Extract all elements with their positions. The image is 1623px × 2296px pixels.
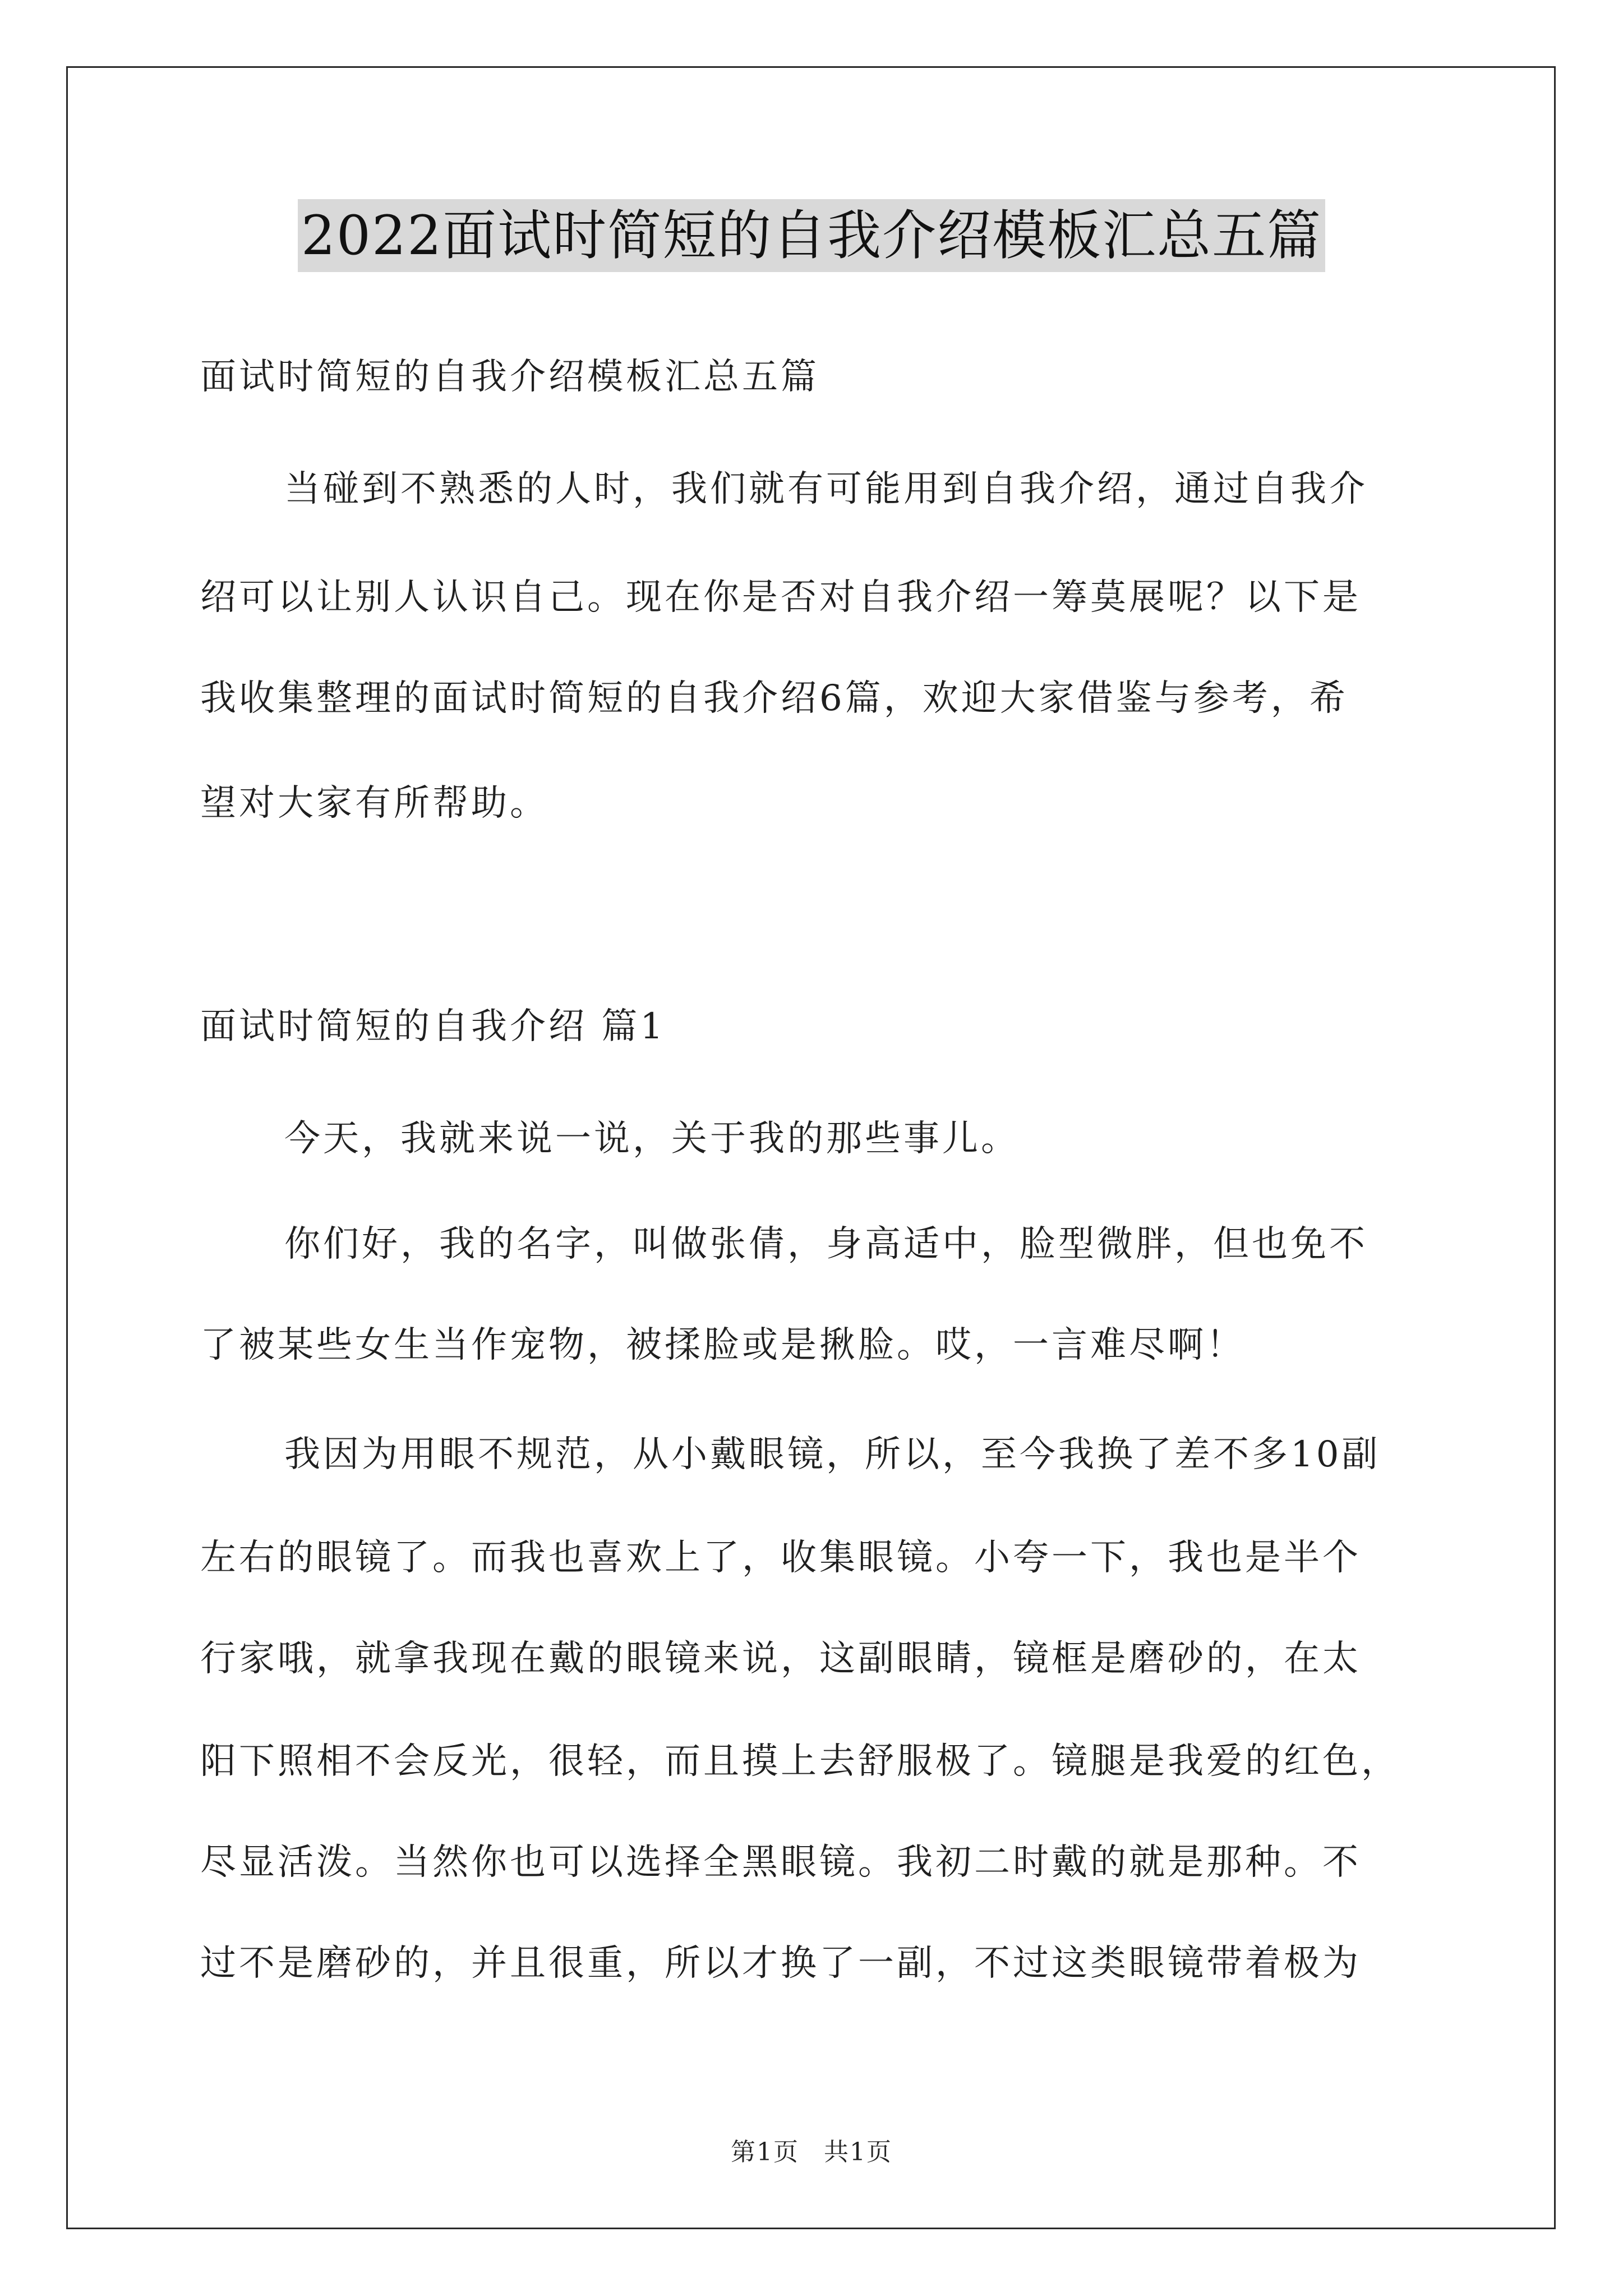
- intro-line: 我收集整理的面试时简短的自我介绍6篇，欢迎大家借鉴与参考，希: [200, 678, 1348, 719]
- document-title: 2022面试时简短的自我介绍模板汇总五篇: [298, 199, 1325, 272]
- paragraph-line: 你们好，我的名字，叫做张倩，身高适中，脸型微胖，但也免不: [284, 1223, 1368, 1265]
- intro-line: 当碰到不熟悉的人时，我们就有可能用到自我介绍，通过自我介: [284, 468, 1368, 510]
- paragraph-line: 了被某些女生当作宠物，被揉脸或是揪脸。哎，一言难尽啊！: [200, 1324, 1245, 1366]
- total-pages: 共1页: [824, 2138, 892, 2166]
- section-heading: 面试时简短的自我介绍 篇1: [200, 1006, 666, 1047]
- paragraph-line: 行家哦，就拿我现在戴的眼镜来说，这副眼睛，镜框是磨砂的，在太: [200, 1638, 1361, 1680]
- paragraph-line: 今天，我就来说一说，关于我的那些事儿。: [284, 1118, 1020, 1159]
- paragraph-line: 左右的眼镜了。而我也喜欢上了，收集眼镜。小夸一下，我也是半个: [200, 1537, 1361, 1579]
- paragraph-line: 过不是磨砂的，并且很重，所以才换了一副，不过这类眼镜带着极为: [200, 1943, 1361, 1984]
- title-container: [0, 199, 1623, 272]
- intro-line: 绍可以让别人认识自己。现在你是否对自我介绍一筹莫展呢？以下是: [200, 577, 1361, 618]
- paragraph-line: 我因为用眼不规范，从小戴眼镜，所以，至今我换了差不多10副: [284, 1434, 1381, 1475]
- intro-line: 望对大家有所帮助。: [200, 783, 548, 824]
- page-number: 第1页: [731, 2138, 799, 2166]
- subtitle: 面试时简短的自我介绍模板汇总五篇: [200, 356, 819, 398]
- page-footer: [0, 2132, 1623, 2168]
- paragraph-line: 尽显活泼。当然你也可以选择全黑眼镜。我初二时戴的就是那种。不: [200, 1842, 1361, 1883]
- paragraph-line: 阳下照相不会反光，很轻，而且摸上去舒服极了。镜腿是我爱的红色，: [200, 1741, 1400, 1782]
